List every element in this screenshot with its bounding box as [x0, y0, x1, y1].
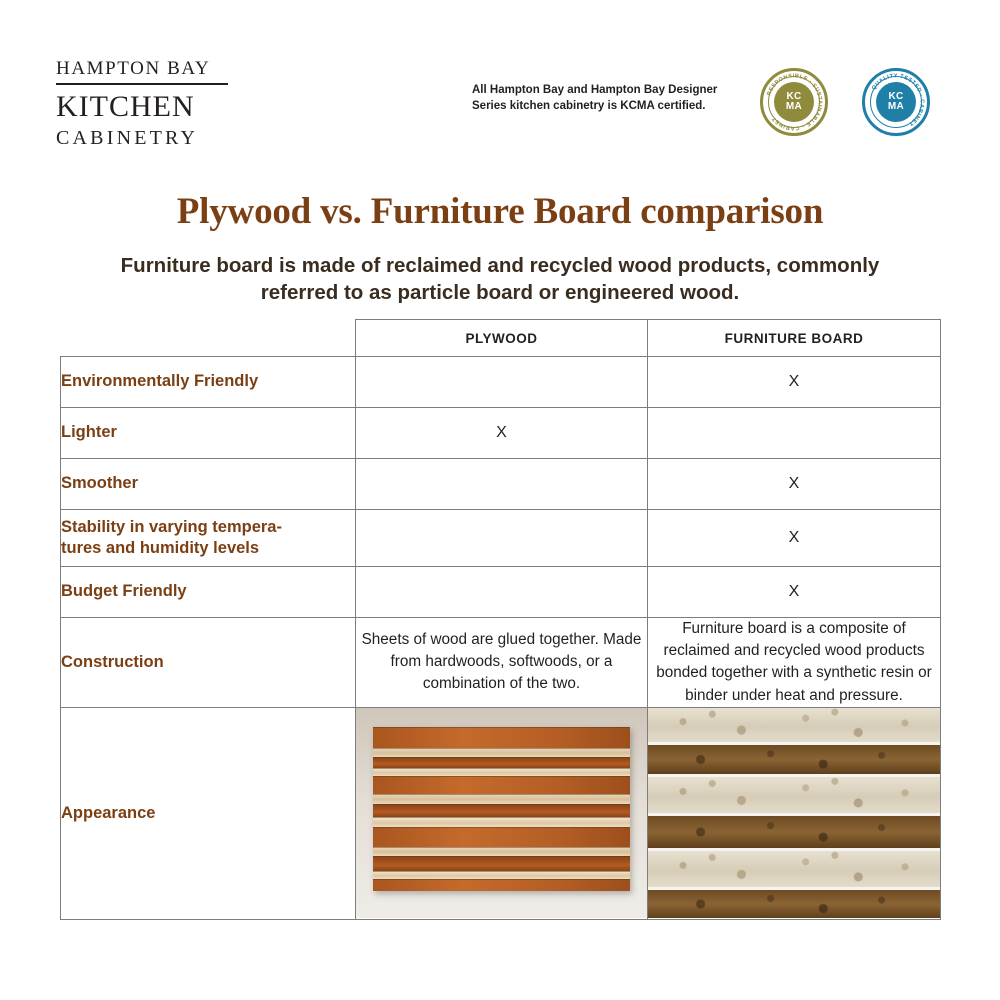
brand-cabinetry-word: CABINETRY	[56, 126, 199, 149]
cell-furniture-board-environmentally-friendly: X	[648, 357, 941, 408]
cell-furniture-board-budget-friendly: X	[648, 567, 941, 618]
brand-name: HAMPTON BAY	[56, 58, 211, 79]
row-label-construction: Construction	[61, 618, 356, 708]
particle-board-illustration	[648, 708, 940, 918]
row-label-stability	[61, 510, 356, 567]
brand-logo	[56, 58, 316, 150]
certification-note: All Hampton Bay and Hampton Bay Designer Series kitchen cabinetry is KCMA certified.	[472, 84, 718, 113]
seal-core-line2: MA	[887, 101, 905, 112]
cell-furniture-board-appearance	[648, 707, 941, 919]
cell-plywood-appearance	[356, 707, 648, 919]
table-row	[61, 510, 941, 567]
kcma-sustainable-seal-core	[774, 82, 814, 122]
kcma-quality-seal-inner	[870, 76, 922, 128]
cell-plywood-budget-friendly	[356, 567, 648, 618]
comparison-table	[60, 319, 941, 920]
row-label-stability-line2: tures and humidity levels	[61, 539, 260, 557]
row-label-environmentally-friendly: Environmentally Friendly	[61, 357, 356, 408]
table-row	[61, 408, 941, 459]
cell-furniture-board-stability: X	[648, 510, 941, 567]
row-label-stability-line1: Stability in varying tempera-	[61, 517, 282, 536]
kcma-quality-seal-core	[876, 82, 916, 122]
table-row	[61, 357, 941, 408]
cell-furniture-board-lighter	[648, 408, 941, 459]
seal-core-line1: KC	[888, 91, 904, 102]
brand-kitchen-word: KITCHEN	[56, 90, 195, 123]
page-subtitle: Furniture board is made of reclaimed and recycled wood products, commonly referred to as particle board or engineered wood.	[120, 254, 880, 305]
row-label-appearance: Appearance	[61, 707, 356, 919]
brand-divider	[56, 83, 228, 85]
cell-plywood-stability	[356, 510, 648, 567]
page-title: Plywood vs. Furniture Board comparison	[176, 191, 824, 232]
cell-furniture-board-smoother: X	[648, 459, 941, 510]
row-label-budget-friendly: Budget Friendly	[61, 567, 356, 618]
header	[0, 52, 1000, 162]
cell-plywood-smoother	[356, 459, 648, 510]
table-row	[61, 459, 941, 510]
cell-plywood-construction: Sheets of wood are glued together. Made from hardwoods, softwoods, or a combination of the two.	[356, 618, 648, 708]
column-header-plywood: PLYWOOD	[356, 320, 648, 357]
plywood-illustration	[356, 708, 647, 918]
cell-plywood-environmentally-friendly	[356, 357, 648, 408]
seal-core-line1: KC	[786, 91, 802, 102]
cell-plywood-lighter: X	[356, 408, 648, 459]
svg-text:QUALITY TESTED · CABINET: QUALITY TESTED · CABINET	[871, 73, 925, 127]
table-row	[61, 707, 941, 919]
table-row	[61, 618, 941, 708]
kcma-sustainable-seal-inner	[768, 76, 820, 128]
kcma-sustainable-seal-icon	[760, 68, 828, 136]
row-label-smoother: Smoother	[61, 459, 356, 510]
kcma-quality-seal-icon	[862, 68, 930, 136]
cell-furniture-board-construction: Furniture board is a composite of reclaimed and recycled wood products bonded together with a synthetic resin or binder under heat and pressure.	[648, 618, 941, 708]
seal-core-line2: MA	[785, 101, 803, 112]
table-row	[61, 567, 941, 618]
column-header-furniture-board: FURNITURE BOARD	[648, 320, 941, 357]
table-header-row	[61, 320, 941, 357]
particle-board-layers-photo	[648, 708, 940, 918]
table-corner-cell	[61, 320, 356, 357]
svg-text:RESPONSIBLE · SUSTAINABLE · CA: RESPONSIBLE · SUSTAINABLE · CABINET	[766, 73, 823, 131]
row-label-lighter: Lighter	[61, 408, 356, 459]
plywood-stack-photo	[356, 708, 647, 918]
comparison-table-container	[60, 319, 940, 920]
plywood-stack	[373, 727, 629, 891]
